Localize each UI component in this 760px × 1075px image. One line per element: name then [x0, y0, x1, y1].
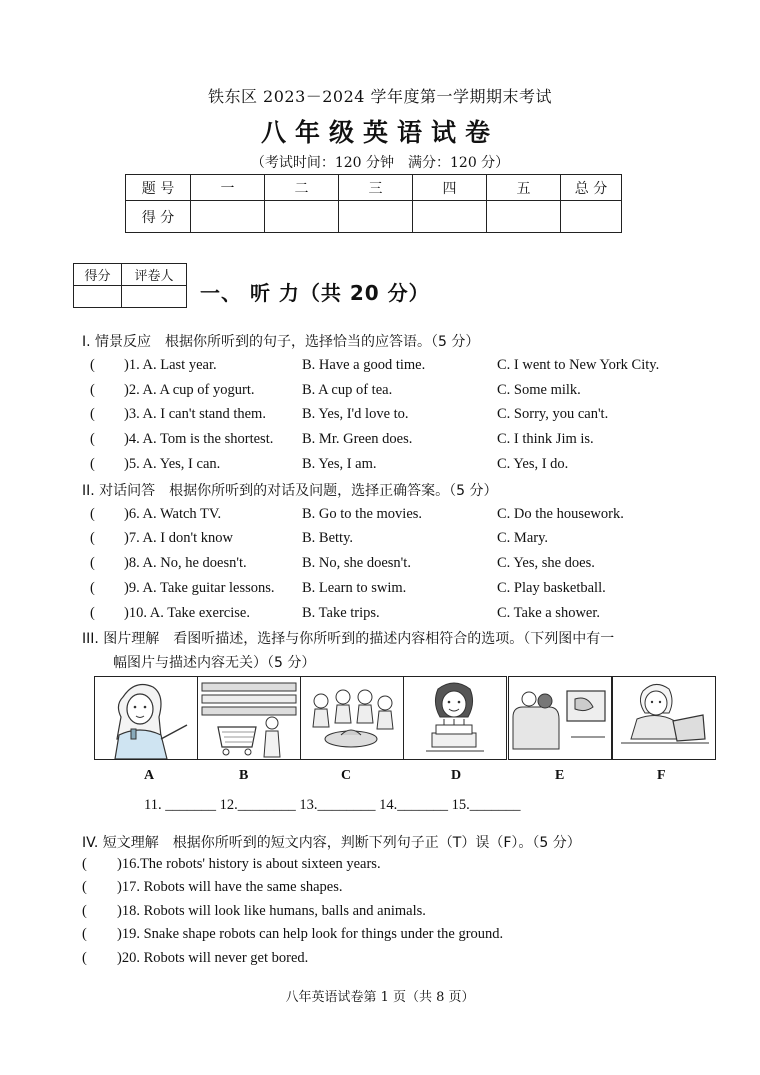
question-1-option-c: C. I went to New York City. [497, 357, 660, 373]
question-4-option-b: B. Mr. Green does. [302, 431, 413, 447]
part3-heading-cont: 幅图片与描述内容无关）（5 分） [113, 655, 316, 671]
score-header-cell: 二 [265, 175, 339, 201]
question-17-statement: )17. Robots will have the same shapes. [117, 879, 343, 895]
grader-score-label: 得分 [74, 264, 122, 286]
part3-heading: III. 图片理解 看图听描述，选择与你所听到的描述内容相符合的选项。（下列图中有一 [82, 631, 615, 647]
question-19-statement: )19. Snake shape robots can help look for things under the ground. [117, 926, 504, 942]
part1-heading: I. 情景反应 根据你所听到的句子，选择恰当的应答语。（5 分） [82, 334, 480, 350]
answer-bracket[interactable]: ( [90, 555, 95, 571]
answer-bracket[interactable]: ( [82, 950, 87, 966]
question-18-statement: )18. Robots will look like humans, balls and animals. [117, 903, 426, 919]
answer-bracket[interactable]: ( [90, 382, 95, 398]
answer-bracket[interactable]: ( [90, 431, 95, 447]
question-10-option-a: )10. A. Take exercise. [124, 605, 250, 621]
question-6-option-b: B. Go to the movies. [302, 506, 423, 522]
picture-label-b: B [239, 768, 249, 783]
question-5-option-a: )5. A. Yes, I can. [124, 456, 221, 472]
picture-f-girl-computer [612, 676, 716, 760]
score-cell[interactable] [339, 201, 413, 233]
question-10-option-c: C. Take a shower. [497, 605, 601, 621]
question-6-option-a: )6. A. Watch TV. [124, 506, 222, 522]
answer-bracket[interactable]: ( [90, 580, 95, 596]
part3-answer-blanks[interactable]: 11. _______ 12.________ 13.________ 14._______ 15._______ [144, 797, 521, 813]
question-2-option-c: C. Some milk. [497, 382, 581, 398]
score-row-label: 得 分 [126, 201, 191, 233]
exam-school-line: 铁东区 2023－2024 学年度第一学期期末考试 [207, 87, 553, 106]
score-cell[interactable] [191, 201, 265, 233]
question-10-option-b: B. Take trips. [302, 605, 380, 621]
picture-a-woman-speaking [94, 676, 198, 760]
question-3-option-c: C. Sorry, you can't. [497, 406, 609, 422]
picture-label-d: D [451, 768, 462, 783]
score-cell[interactable] [265, 201, 339, 233]
answer-bracket[interactable]: ( [82, 903, 87, 919]
section-title-listening: 一、 听 力（共 20 分） [200, 281, 430, 305]
question-3-option-a: )3. A. I can't stand them. [124, 406, 266, 422]
grader-name-cell[interactable] [122, 286, 187, 308]
question-1-option-a: )1. A. Last year. [124, 357, 217, 373]
score-header-cell: 总 分 [561, 175, 622, 201]
question-6-option-c: C. Do the housework. [497, 506, 624, 522]
answer-bracket[interactable]: ( [82, 879, 87, 895]
question-1-option-b: B. Have a good time. [302, 357, 426, 373]
question-3-option-b: B. Yes, I'd love to. [302, 406, 409, 422]
grader-box [73, 263, 187, 308]
question-8-option-b: B. No, she doesn't. [302, 555, 411, 571]
picture-d-girl-cake [403, 676, 507, 760]
page-footer: 八年英语试卷第 1 页（共 8 页） [285, 990, 475, 1005]
part4-heading: IV. 短文理解 根据你所听到的短文内容，判断下列句子正（T）误（F）。（5 分） [82, 835, 581, 851]
question-4-option-a: )4. A. Tom is the shortest. [124, 431, 274, 447]
score-cell[interactable] [487, 201, 561, 233]
picture-label-f: F [657, 768, 666, 783]
answer-bracket[interactable]: ( [90, 456, 95, 472]
answer-bracket[interactable]: ( [82, 856, 87, 872]
question-9-option-b: B. Learn to swim. [302, 580, 407, 596]
question-4-option-c: C. I think Jim is. [497, 431, 594, 447]
answer-bracket[interactable]: ( [90, 406, 95, 422]
question-9-option-c: C. Play basketball. [497, 580, 606, 596]
question-7-option-b: B. Betty. [302, 530, 354, 546]
score-header-cell: 五 [487, 175, 561, 201]
question-20-statement: )20. Robots will never get bored. [117, 950, 309, 966]
question-5-option-c: C. Yes, I do. [497, 456, 569, 472]
question-5-option-b: B. Yes, I am. [302, 456, 377, 472]
score-cell[interactable] [413, 201, 487, 233]
answer-bracket[interactable]: ( [90, 605, 95, 621]
grader-score-cell[interactable] [74, 286, 122, 308]
question-9-option-a: )9. A. Take guitar lessons. [124, 580, 275, 596]
picture-e-watching-tv [508, 676, 612, 760]
question-16-statement: )16.The robots' history is about sixteen years. [117, 856, 381, 872]
grader-name-label: 评卷人 [122, 264, 187, 286]
picture-label-c: C [341, 768, 352, 783]
answer-bracket[interactable]: ( [90, 530, 95, 546]
answer-bracket[interactable]: ( [82, 926, 87, 942]
question-2-option-a: )2. A. A cup of yogurt. [124, 382, 255, 398]
picture-c-party-group [300, 676, 404, 760]
score-cell[interactable] [561, 201, 622, 233]
answer-bracket[interactable]: ( [90, 357, 95, 373]
question-8-option-c: C. Yes, she does. [497, 555, 595, 571]
question-7-option-c: C. Mary. [497, 530, 549, 546]
score-header-cell: 题 号 [126, 175, 191, 201]
picture-label-a: A [144, 768, 155, 783]
exam-title: 八年级英语试卷 [260, 118, 499, 147]
question-7-option-a: )7. A. I don't know [124, 530, 233, 546]
part2-heading: II. 对话问答 根据你所听到的对话及问题，选择正确答案。（5 分） [82, 483, 498, 499]
score-header-cell: 四 [413, 175, 487, 201]
score-header-cell: 一 [191, 175, 265, 201]
exam-subtitle: （考试时间：120 分钟 满分：120 分） [250, 155, 510, 171]
picture-label-e: E [555, 768, 565, 783]
question-8-option-a: )8. A. No, he doesn't. [124, 555, 247, 571]
question-2-option-b: B. A cup of tea. [302, 382, 393, 398]
score-header-cell: 三 [339, 175, 413, 201]
score-table [125, 174, 622, 233]
picture-b-supermarket [197, 676, 301, 760]
answer-bracket[interactable]: ( [90, 506, 95, 522]
